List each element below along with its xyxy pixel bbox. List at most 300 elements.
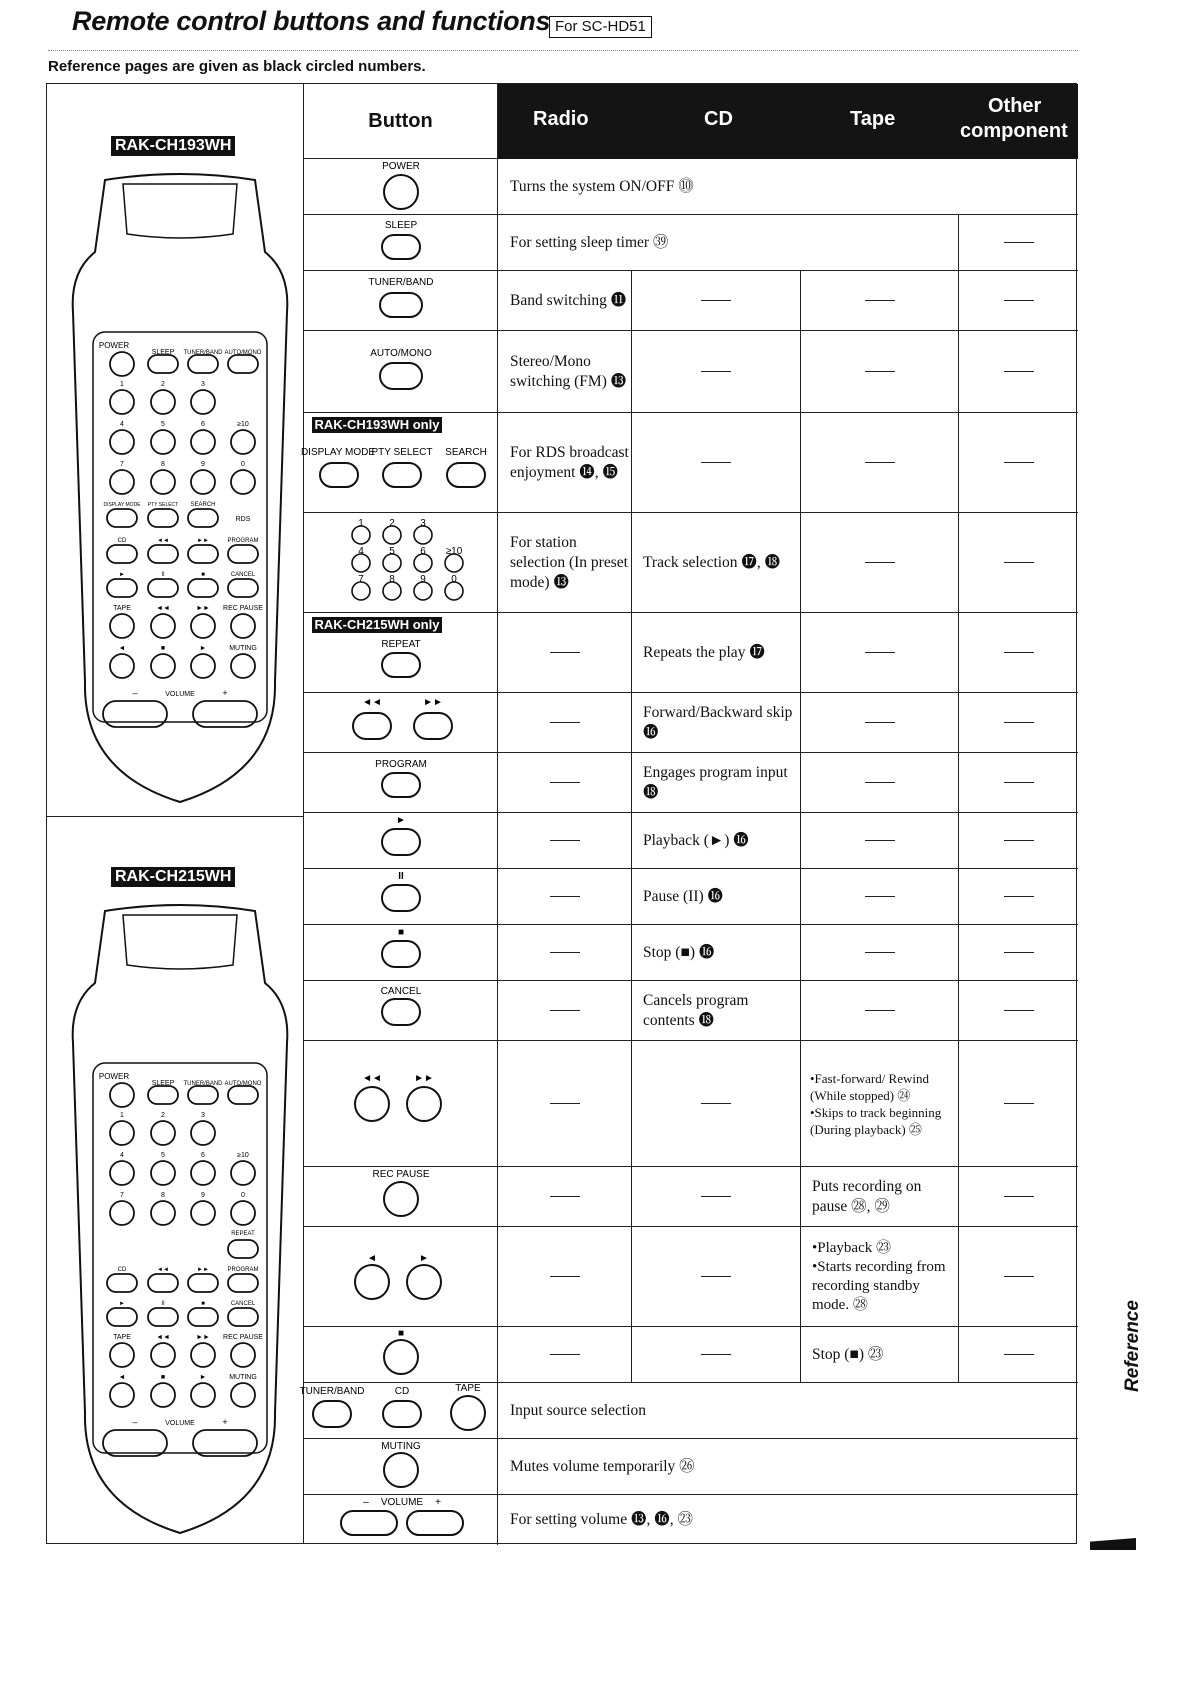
button-label: ◄◄ — [361, 697, 382, 708]
remote-key — [151, 1343, 175, 1367]
empty-dash — [632, 413, 801, 512]
button-cell — [304, 869, 498, 924]
button-cell — [304, 271, 498, 330]
remote-key-label: ► — [119, 1301, 125, 1307]
button-label: II — [397, 871, 404, 882]
remote-key — [231, 1343, 255, 1367]
empty-dash — [959, 1227, 1078, 1326]
remote-key — [231, 614, 255, 638]
remote-key-label: CD — [117, 1267, 127, 1273]
table-row — [304, 1227, 1078, 1327]
empty-dash — [959, 1167, 1078, 1226]
tape-function: Stop (■) ㉓ — [801, 1327, 959, 1382]
numeric-key-label: 9 — [419, 574, 426, 585]
tape-function-item: •Playback ㉓ — [812, 1239, 891, 1256]
remote-key-label: 5 — [161, 421, 165, 428]
empty-dash — [498, 693, 632, 752]
col-tape-header: Tape — [850, 108, 896, 130]
remote-key-label: CD — [117, 538, 127, 544]
remote-key — [110, 614, 134, 638]
remote-key-label: ◄◄ — [157, 538, 169, 544]
remote-key — [107, 509, 137, 527]
button-label: ►► — [422, 697, 443, 708]
remote-key-label: TAPE — [113, 605, 131, 612]
numeric-key-label: 4 — [357, 546, 364, 557]
remote-key-label: ►► — [196, 605, 210, 612]
model-only-tag: RAK-CH193WH only — [312, 417, 443, 433]
remote-key-label: PROGRAM — [227, 538, 259, 544]
empty-dash — [801, 513, 959, 612]
button-label: REPEAT — [380, 639, 421, 650]
remote-key — [188, 579, 218, 597]
remote-key-label: ◄ — [118, 1374, 126, 1381]
button-label: ► — [395, 815, 406, 826]
cd-function: Repeats the play ⓱ — [632, 613, 801, 692]
remote-key — [193, 701, 257, 727]
remote-window — [123, 184, 237, 238]
remote-key-label: 7 — [120, 1192, 124, 1199]
remote-key — [107, 1274, 137, 1292]
button-label: – — [362, 1497, 369, 1508]
remote-key — [231, 430, 255, 454]
table-row — [304, 1041, 1078, 1167]
empty-dash — [959, 753, 1078, 812]
cd-function: Playback (►) ⓰ — [632, 813, 801, 868]
button-cell — [304, 1167, 498, 1226]
remote-key-label: POWER — [98, 341, 130, 350]
empty-dash — [801, 869, 959, 924]
button-cell — [304, 215, 498, 270]
button-label: ◄◄ — [361, 1073, 382, 1084]
button-cell — [304, 159, 498, 214]
tape-function-item: •Starts recording from recording standby mode. ㉘ — [812, 1258, 946, 1313]
empty-dash — [498, 1227, 632, 1326]
remote-key-label: 9 — [201, 1192, 205, 1199]
remote-key — [193, 1430, 257, 1456]
empty-dash — [959, 413, 1078, 512]
remote-key-label: 3 — [201, 381, 205, 388]
empty-dash — [959, 925, 1078, 980]
remote-key — [110, 1201, 134, 1225]
remote-key-label: ►► — [196, 1334, 210, 1341]
button-label: VOLUME — [380, 1497, 423, 1508]
button-label: SLEEP — [384, 220, 417, 231]
button-label: AUTO/MONO — [369, 348, 432, 359]
button-label: CANCEL — [380, 986, 421, 997]
table-row — [304, 1327, 1078, 1383]
remote-key-label: + — [222, 1417, 228, 1427]
function-text: Input source selection — [510, 1401, 647, 1419]
remote-key — [231, 1201, 255, 1225]
tape-function-item: •Skips to track beginning (During playback) ㉕ — [810, 1104, 942, 1137]
remote-key — [191, 654, 215, 678]
source-header-band — [498, 84, 1078, 159]
empty-dash — [959, 813, 1078, 868]
empty-dash — [959, 1327, 1078, 1382]
remote-window — [123, 915, 237, 969]
remote-key-label: 1 — [120, 381, 124, 388]
button-label: DISPLAY MODE — [300, 447, 375, 458]
button-label: ■ — [397, 927, 404, 938]
remote-key-label: SLEEP — [151, 1080, 175, 1087]
remote-key-label: ◄ — [118, 645, 126, 652]
remote-key — [151, 1383, 175, 1407]
button-cell — [304, 813, 498, 868]
reference-note: Reference pages are given as black circled numbers. — [48, 58, 426, 75]
remote-key-label: 1 — [120, 1112, 124, 1119]
button-cell — [304, 1227, 498, 1326]
remote-key — [228, 579, 258, 597]
radio-function: For station selection (In preset mode) ⓭ — [498, 513, 632, 612]
page-title: Remote control buttons and functions — [72, 6, 551, 36]
remote-key — [191, 614, 215, 638]
button-label: PROGRAM — [374, 759, 427, 770]
remote-key — [191, 1161, 215, 1185]
remote-key-label: VOLUME — [165, 691, 195, 698]
remote-key — [188, 545, 218, 563]
remote-key-label: II — [161, 1301, 165, 1307]
button-cell — [298, 1383, 498, 1438]
remote-key-label: ►► — [197, 538, 209, 544]
tape-function: Puts recording on pause ㉘, ㉙ — [801, 1167, 959, 1226]
empty-dash — [632, 331, 801, 412]
empty-dash — [959, 271, 1078, 330]
button-label: POWER — [381, 161, 420, 172]
empty-dash — [801, 925, 959, 980]
remote-key-label: 5 — [161, 1152, 165, 1159]
empty-dash — [498, 613, 632, 692]
tape-function-item: •Fast-forward/ Rewind (While stopped) ㉔ — [810, 1070, 929, 1103]
numeric-keypad-icon — [306, 513, 496, 613]
remote-ch215 — [47, 817, 303, 1544]
title-divider — [48, 50, 1078, 51]
remote-key — [191, 1121, 215, 1145]
remote-key — [110, 1161, 134, 1185]
remote-key-label: TUNER/BAND — [183, 350, 223, 356]
remote-key-label: II — [161, 572, 165, 578]
remote-body — [73, 905, 288, 1533]
remote-illustrations — [47, 84, 304, 1543]
remote-key-label: – — [132, 688, 138, 698]
button-label: REC PAUSE — [371, 1169, 430, 1180]
button-label: SEARCH — [444, 447, 487, 458]
numeric-key-label: 3 — [419, 518, 426, 529]
empty-dash — [632, 1327, 801, 1382]
remote-key — [110, 390, 134, 414]
remote-key — [188, 355, 218, 373]
button-label: CD — [394, 1386, 409, 1397]
table-row — [304, 869, 1078, 925]
remote-label: RAK-CH193WH — [111, 136, 235, 156]
remote-key — [188, 1308, 218, 1326]
remote-drawing-icon — [65, 172, 295, 812]
empty-dash — [498, 869, 632, 924]
remote-key-label: 2 — [161, 381, 165, 388]
radio-function: Stereo/Mono switching (FM) ⓭ — [498, 331, 632, 412]
remote-key-label: ≥10 — [237, 421, 249, 428]
empty-dash — [498, 925, 632, 980]
table-row — [304, 1439, 1078, 1495]
remote-key-label: 6 — [201, 1152, 205, 1159]
page-corner-tab-icon — [1090, 1538, 1136, 1550]
remote-key-label: 9 — [201, 461, 205, 468]
button-cell — [304, 693, 498, 752]
model-only-tag: RAK-CH215WH only — [312, 617, 443, 633]
remote-key — [231, 654, 255, 678]
remote-key-label: RDS — [235, 516, 251, 523]
button-cell — [304, 513, 498, 612]
remote-key-label: ■ — [201, 572, 205, 578]
remote-key-label: CANCEL — [230, 572, 256, 578]
remote-key — [110, 654, 134, 678]
button-label: TAPE — [454, 1383, 481, 1394]
button-label: ► — [418, 1253, 429, 1264]
button-label: + — [434, 1497, 441, 1508]
table-row — [304, 271, 1078, 331]
empty-dash — [801, 813, 959, 868]
remote-key — [110, 1121, 134, 1145]
remote-key — [148, 1086, 178, 1104]
function-text: Turns the system ON/OFF ⓾ — [510, 177, 694, 195]
button-label: TUNER/BAND — [298, 1386, 365, 1397]
empty-dash — [632, 1041, 801, 1166]
tape-function — [801, 1041, 959, 1166]
remote-key-label: CANCEL — [230, 1301, 256, 1307]
radio-function: Band switching ⓫ — [498, 271, 632, 330]
col-cd-header: CD — [704, 108, 733, 130]
remote-key-label: 3 — [201, 1112, 205, 1119]
remote-key — [231, 1161, 255, 1185]
remote-key-label: ■ — [160, 1374, 166, 1381]
empty-dash — [959, 513, 1078, 612]
empty-dash — [801, 271, 959, 330]
remote-key-label: TUNER/BAND — [183, 1081, 223, 1087]
button-label: TUNER/BAND — [367, 277, 434, 288]
empty-dash — [632, 271, 801, 330]
empty-dash — [498, 753, 632, 812]
button-cell — [304, 1495, 498, 1545]
remote-key — [228, 545, 258, 563]
empty-dash — [498, 1041, 632, 1166]
table-row — [304, 813, 1078, 869]
remote-key — [188, 1274, 218, 1292]
remote-key — [188, 1086, 218, 1104]
numeric-key-label: 0 — [450, 574, 457, 585]
table-row — [304, 331, 1078, 413]
remote-key-label: TAPE — [113, 1334, 131, 1341]
button-cell — [304, 1439, 498, 1494]
remote-key — [151, 1121, 175, 1145]
remote-key — [228, 1240, 258, 1258]
remote-key — [107, 545, 137, 563]
remote-key — [107, 579, 137, 597]
model-tag: For SC-HD51 — [549, 16, 652, 38]
button-cell — [304, 753, 498, 812]
remote-key-label: ► — [119, 572, 125, 578]
empty-dash — [498, 1327, 632, 1382]
empty-dash — [801, 331, 959, 412]
table-row — [304, 1495, 1078, 1545]
remote-key — [191, 390, 215, 414]
numeric-key-label: 8 — [388, 574, 395, 585]
remote-key-label: REC PAUSE — [223, 1334, 263, 1341]
button-label: MUTING — [380, 1441, 421, 1452]
button-cell — [304, 1327, 498, 1382]
remote-key-label: SEARCH — [190, 502, 216, 508]
button-cell — [304, 1041, 498, 1166]
remote-key-label: 2 — [161, 1112, 165, 1119]
empty-dash — [959, 869, 1078, 924]
remote-key — [148, 1274, 178, 1292]
remote-key-label: ◄◄ — [156, 1334, 170, 1341]
radio-function: For RDS broadcast enjoyment ⓮, ⓯ — [498, 413, 632, 512]
remote-key-label: ►► — [197, 1267, 209, 1273]
empty-dash — [498, 981, 632, 1040]
remote-key-label: AUTO/MONO — [224, 350, 262, 356]
function-text: For setting sleep timer ㊴ — [498, 215, 959, 270]
numeric-key-label: 2 — [388, 518, 395, 529]
button-label: ►► — [413, 1073, 434, 1084]
remote-key-label: 4 — [120, 1152, 124, 1159]
remote-key-label: VOLUME — [165, 1420, 195, 1427]
empty-dash — [801, 413, 959, 512]
remote-key — [231, 1383, 255, 1407]
function-text: Mutes volume temporarily ㉖ — [510, 1457, 695, 1475]
remote-key-label: PROGRAM — [227, 1267, 259, 1273]
cd-function: Track selection ⓱, ⓲ — [632, 513, 801, 612]
button-label: ■ — [397, 1328, 404, 1339]
remote-key-label: 4 — [120, 421, 124, 428]
remote-key — [151, 470, 175, 494]
remote-key — [191, 430, 215, 454]
table-row — [304, 753, 1078, 813]
numeric-key-label: 6 — [419, 546, 426, 557]
button-cell — [300, 413, 498, 512]
empty-dash — [801, 981, 959, 1040]
col-radio-header: Radio — [533, 108, 589, 130]
tape-function — [801, 1227, 959, 1326]
remote-key — [151, 654, 175, 678]
numeric-key-label: 5 — [388, 546, 395, 557]
remote-key — [110, 470, 134, 494]
cd-function: Cancels program contents ⓲ — [632, 981, 801, 1040]
table-row — [304, 925, 1078, 981]
empty-dash — [801, 693, 959, 752]
remote-key — [231, 470, 255, 494]
empty-dash — [632, 1167, 801, 1226]
remote-key — [148, 545, 178, 563]
cd-function: Forward/Backward skip ⓰ — [632, 693, 801, 752]
empty-dash — [959, 331, 1078, 412]
remote-key-label: ► — [199, 645, 207, 652]
remote-key-label: + — [222, 688, 228, 698]
remote-key — [110, 1383, 134, 1407]
remote-key — [191, 1201, 215, 1225]
table-row — [304, 613, 1078, 693]
remote-key-label: 0 — [241, 461, 245, 468]
remote-key — [103, 1430, 167, 1456]
remote-key-label: 0 — [241, 1192, 245, 1199]
reference-label: Reference — [1122, 1300, 1143, 1392]
remote-key — [148, 1308, 178, 1326]
function-text: For setting volume ⓭, ⓰, ㉓ — [510, 1511, 693, 1528]
empty-dash — [959, 1041, 1078, 1166]
remote-key-label: ■ — [160, 645, 166, 652]
remote-key-label: 7 — [120, 461, 124, 468]
remote-key — [148, 579, 178, 597]
remote-key — [151, 1161, 175, 1185]
button-label: ◄ — [366, 1253, 377, 1264]
table-row — [304, 981, 1078, 1041]
cd-function: Engages program input ⓲ — [632, 753, 801, 812]
remote-key — [228, 1086, 258, 1104]
table-row — [304, 513, 1078, 613]
remote-key — [228, 1274, 258, 1292]
cd-function: Stop (■) ⓰ — [632, 925, 801, 980]
remote-key — [107, 1308, 137, 1326]
table-row — [304, 1167, 1078, 1227]
remote-ch193 — [47, 84, 303, 817]
remote-key-label: SLEEP — [151, 349, 175, 356]
remote-key — [188, 509, 218, 527]
table-header — [304, 84, 1078, 159]
table-row — [304, 215, 1078, 271]
table-row — [304, 693, 1078, 753]
button-cell — [304, 331, 498, 412]
numeric-key-label: 7 — [357, 574, 364, 585]
remote-key — [151, 614, 175, 638]
remote-key — [110, 352, 134, 376]
empty-dash — [959, 981, 1078, 1040]
empty-dash — [959, 215, 1078, 270]
button-cell — [304, 925, 498, 980]
empty-dash — [959, 693, 1078, 752]
remote-key-label: AUTO/MONO — [224, 1081, 262, 1087]
remote-key-label: DISPLAY MODE — [103, 502, 141, 508]
remote-key-label: POWER — [98, 1072, 130, 1081]
col-other-header: component — [960, 120, 1068, 142]
remote-key — [110, 430, 134, 454]
empty-dash — [959, 613, 1078, 692]
remote-key — [228, 355, 258, 373]
table-row — [304, 159, 1078, 215]
remote-key — [148, 355, 178, 373]
empty-dash — [632, 1227, 801, 1326]
empty-dash — [801, 613, 959, 692]
remote-key — [191, 1383, 215, 1407]
button-label: PTY SELECT — [371, 447, 432, 458]
remote-key-label: 8 — [161, 1192, 165, 1199]
col-other-header: Other — [988, 95, 1042, 117]
remote-key-label: REPEAT — [231, 1231, 255, 1237]
remote-key — [151, 1201, 175, 1225]
remote-key-label: PTY SELECT — [147, 502, 179, 508]
remote-key-label: ◄◄ — [156, 605, 170, 612]
col-button-header: Button — [304, 84, 498, 159]
remote-key-label: 6 — [201, 421, 205, 428]
reference-side-tab — [1118, 1290, 1148, 1400]
empty-dash — [498, 1167, 632, 1226]
remote-key-label: MUTING — [229, 645, 257, 652]
remote-key-label: ◄◄ — [157, 1267, 169, 1273]
remote-key — [151, 390, 175, 414]
numeric-key-label: 1 — [357, 518, 364, 529]
remote-key-label: ≥10 — [237, 1152, 249, 1159]
remote-key — [110, 1083, 134, 1107]
cd-function: Pause (II) ⓰ — [632, 869, 801, 924]
empty-dash — [801, 753, 959, 812]
remote-key-label: REC PAUSE — [223, 605, 263, 612]
